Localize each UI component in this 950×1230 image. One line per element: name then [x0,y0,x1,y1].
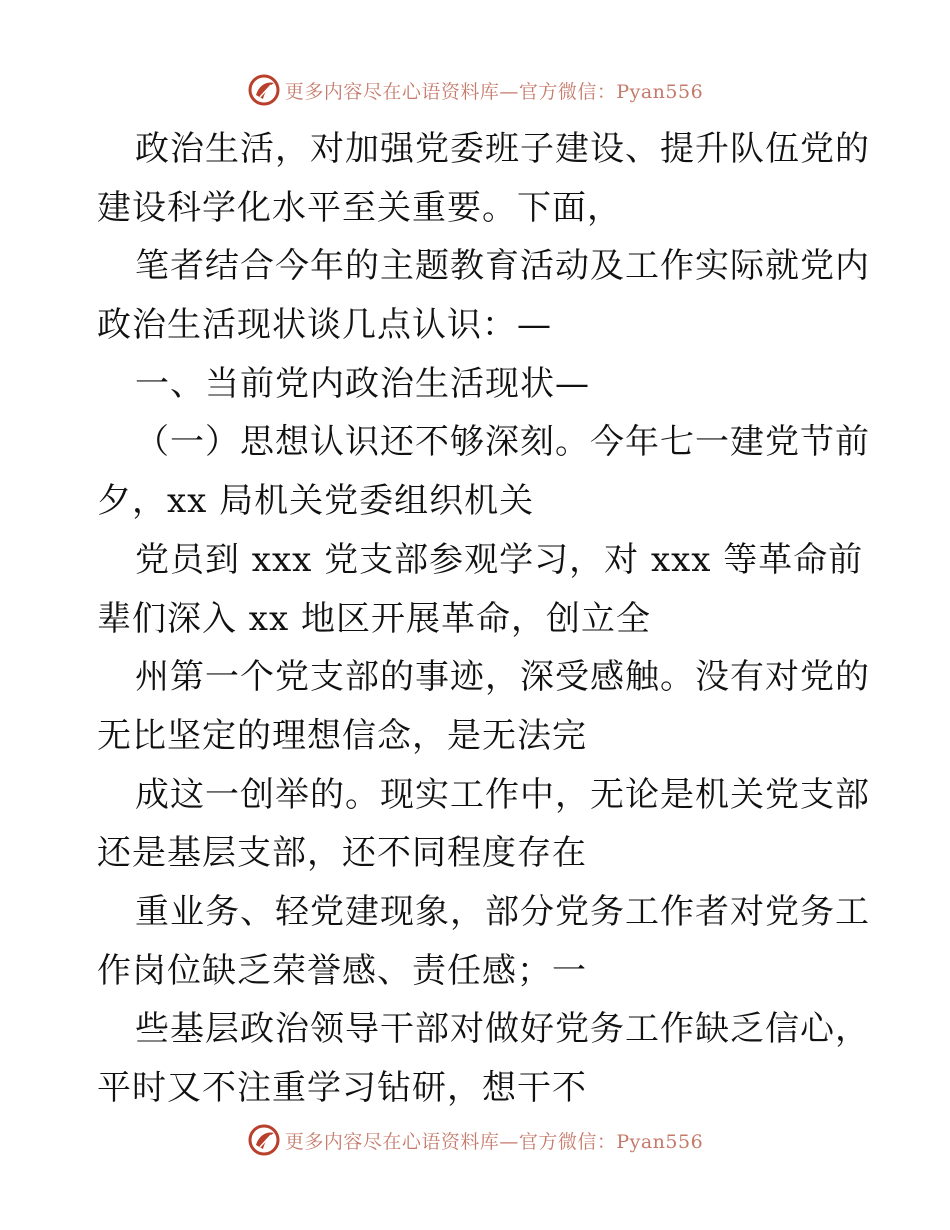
body-line: 还是基层支部，还不同程度存在 [97,833,587,874]
body-line: 政治生活，对加强党委班子建设、提升队伍党的 [135,129,870,169]
body-line: 夕，xx 局机关党委组织机关 [97,481,535,522]
body-line: 政治生活现状谈几点认识：— [97,305,552,346]
section-heading: 一、当前党内政治生活现状— [135,363,590,404]
logo-icon [247,1123,281,1157]
body-line: 建设科学化水平至关重要。下面， [97,187,622,228]
body-line: 重业务、轻党建现象，部分党务工作者对党务工 [135,891,870,932]
body-line: 党员到 xxx 党支部参观学习，对 xxx 等革命前 [135,539,864,580]
body-line: 些基层政治领导干部对做好党务工作缺乏信心， [135,1009,870,1050]
body-line: 辈们深入 xx 地区开展革命，创立全 [97,598,651,639]
body-line: 平时又不注重学习钻研，想干不 [97,1068,587,1108]
footer-watermark-text: 更多内容尽在心语资料库—官方微信：Pyan556 [284,1130,704,1153]
footer-watermark [0,1118,950,1162]
logo-icon [247,73,281,107]
body-line: 州第一个党支部的事迹，深受感触。没有对党的 [135,657,870,698]
header-watermark-text: 更多内容尽在心语资料库—官方微信：Pyan556 [284,80,704,103]
body-line: 成这一创举的。现实工作中，无论是机关党支部 [135,774,870,815]
header-watermark [0,68,950,112]
document-body [97,120,870,1118]
subsection-heading-line: （一）思想认识还不够深刻。今年七一建党节前 [135,422,870,463]
body-line: 作岗位缺乏荣誉感、责任感；一 [97,950,587,991]
body-line: 无比坚定的理想信念，是无法完 [97,715,587,756]
body-line: 笔者结合今年的主题教育活动及工作实际就党内 [135,246,870,287]
